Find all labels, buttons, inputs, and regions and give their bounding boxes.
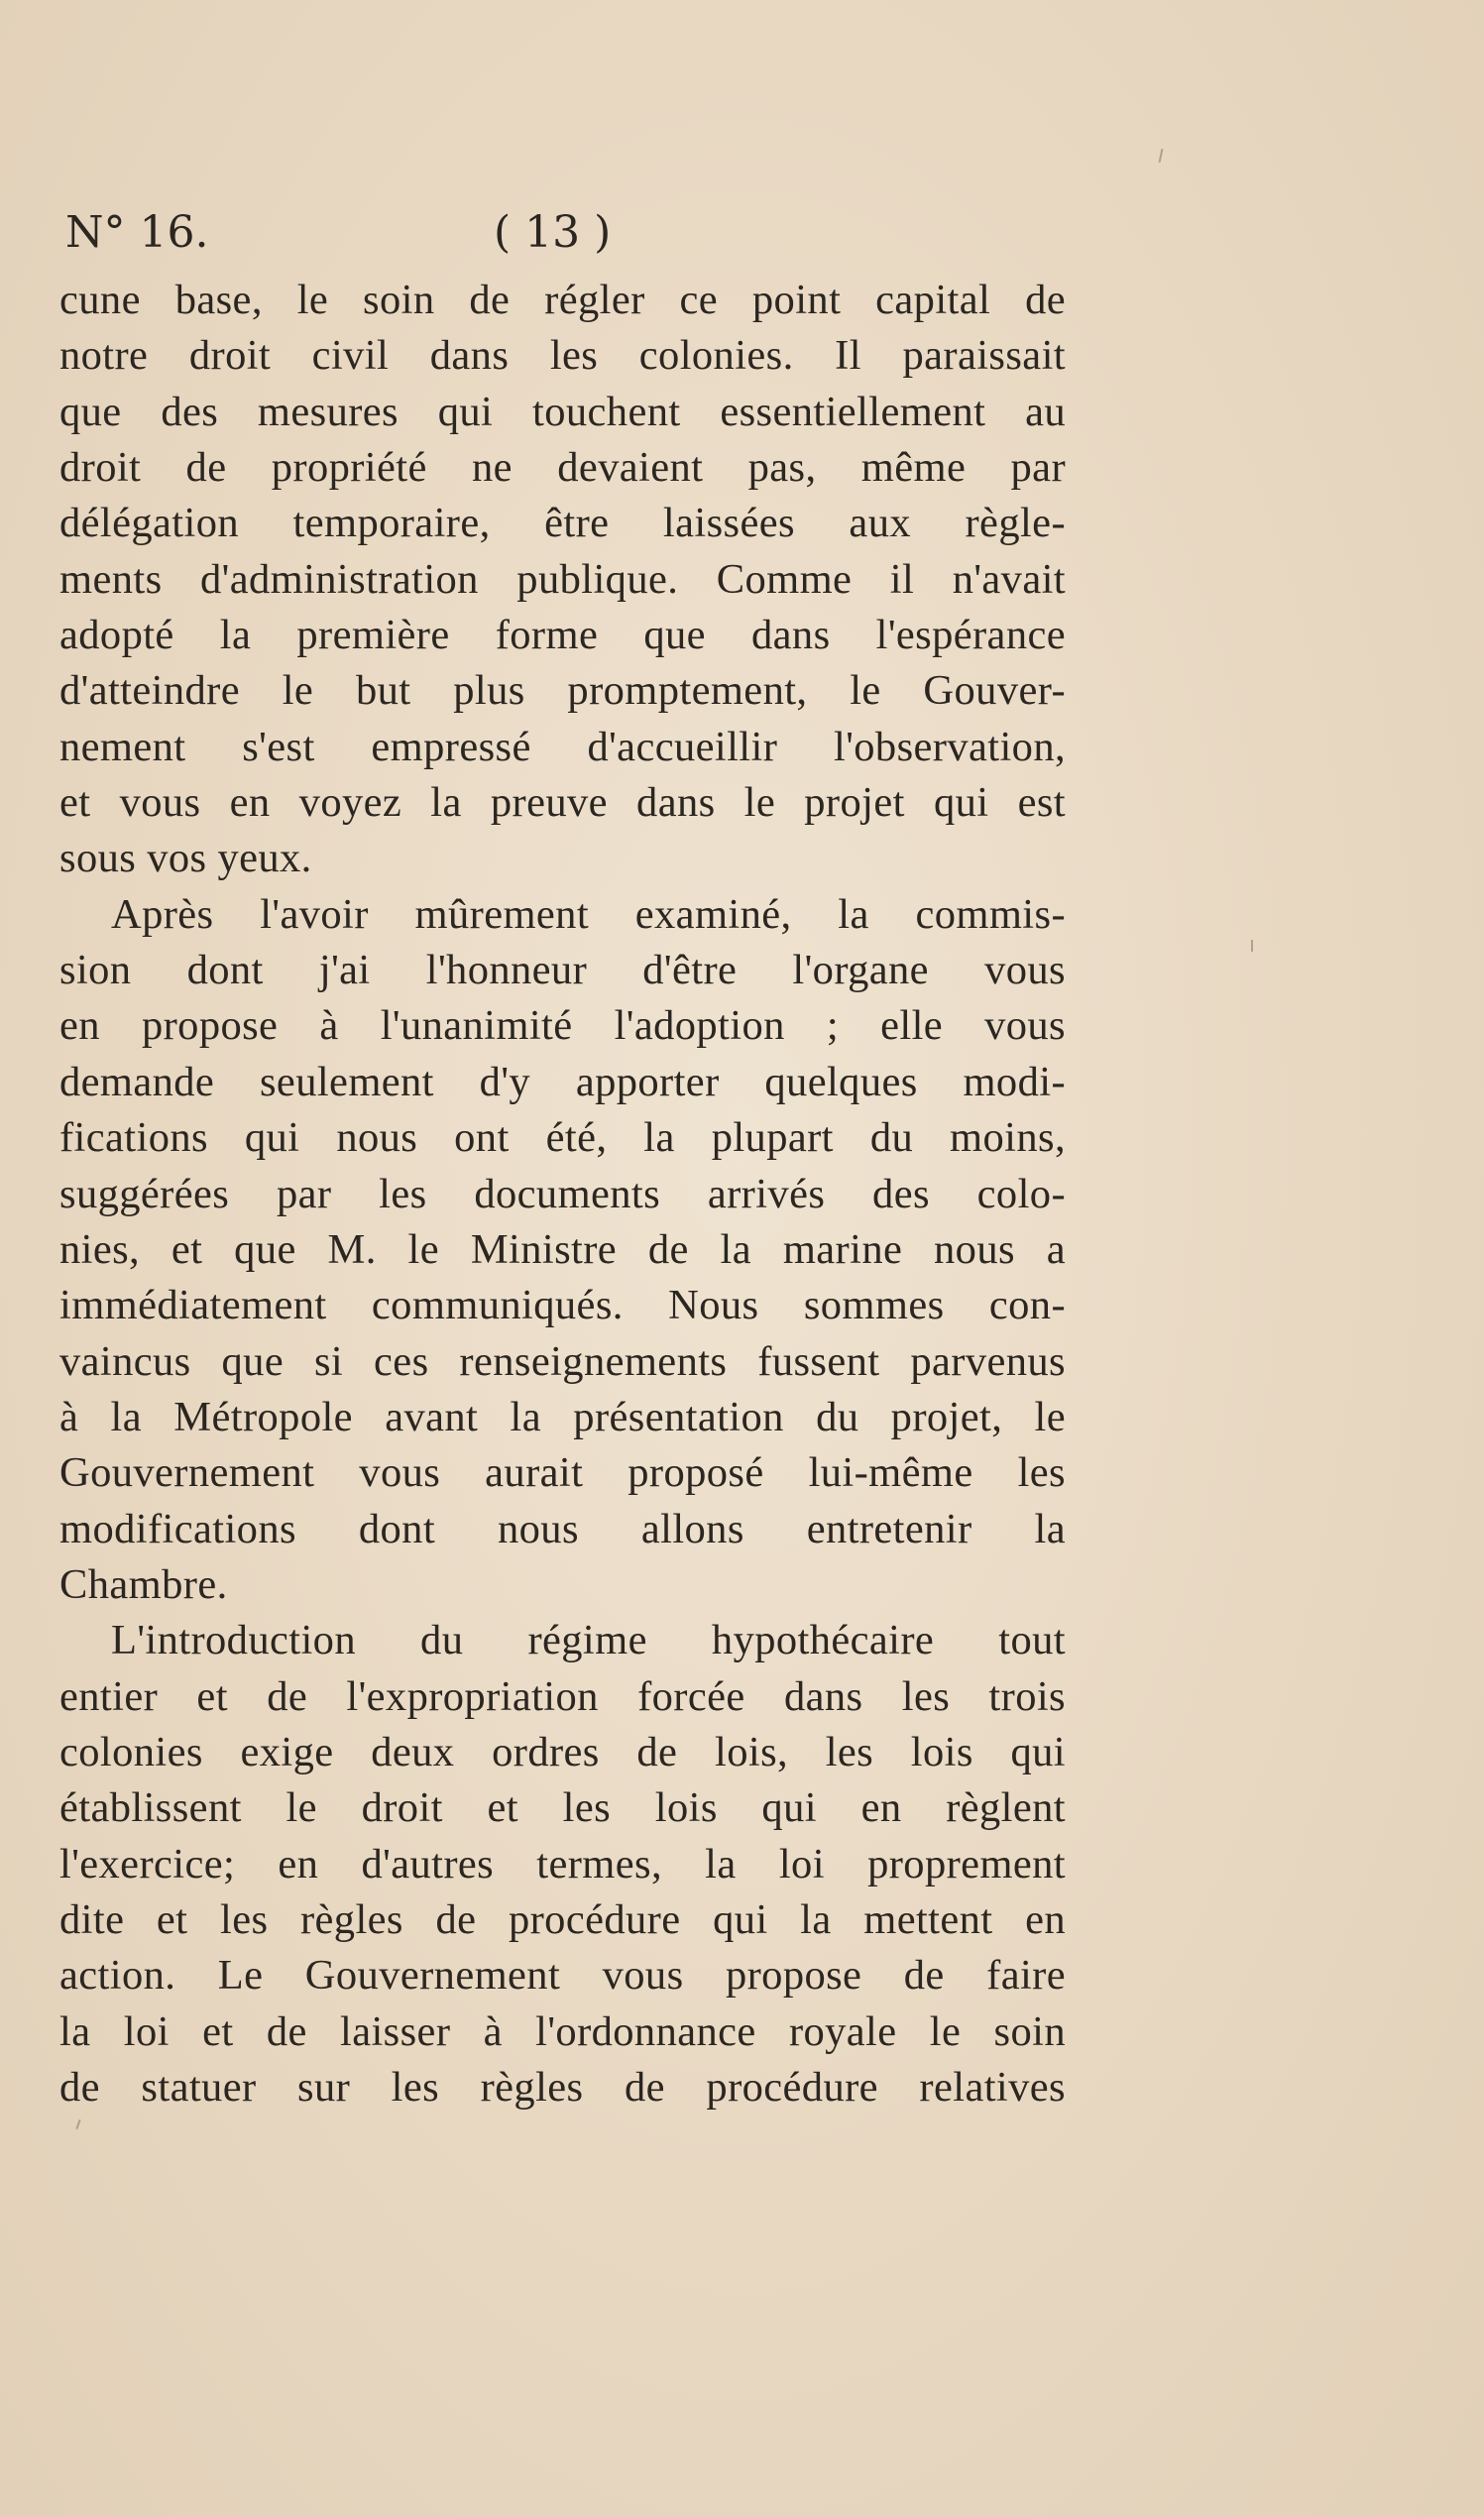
- text-line: action. Le Gouvernement vous propose de faire: [59, 1952, 1066, 2000]
- text-line: L'introduction du régime hypothécaire tout: [111, 1617, 1066, 1664]
- text-line: délégation temporaire, être laissées aux règle-: [59, 500, 1066, 547]
- page-header: [65, 198, 1057, 268]
- text-line: l'exercice; en d'autres termes, la loi proprement: [59, 1840, 1066, 1888]
- text-line: suggérées par les documents arrivés des colo-: [59, 1170, 1066, 1217]
- text-line: nement s'est empressé d'accueillir l'observation,: [59, 723, 1066, 770]
- paper-speck: [1159, 149, 1164, 163]
- paragraph-1: [59, 273, 1066, 887]
- text-line: adopté la première forme que dans l'espérance: [59, 612, 1066, 659]
- text-line: entier et de l'expropriation forcée dans les trois: [59, 1672, 1066, 1720]
- text-line: vaincus que si ces renseignements fussent parvenus: [59, 1337, 1066, 1385]
- text-line: fications qui nous ont été, la plupart du moins,: [59, 1114, 1066, 1162]
- text-line: de statuer sur les règles de procédure relatives: [59, 2064, 1066, 2111]
- text-line: en propose à l'unanimité l'adoption ; elle vous: [59, 1002, 1066, 1050]
- text-line: sous vos yeux.: [59, 835, 312, 882]
- text-line: immédiatement communiqués. Nous sommes con-: [59, 1282, 1066, 1329]
- text-line: que des mesures qui touchent essentiellement au: [59, 388, 1066, 435]
- paragraph-3: [59, 1613, 1066, 2116]
- page-number: ( 13 ): [494, 207, 612, 258]
- text-line: ments d'administration publique. Comme il n'avait: [59, 555, 1066, 603]
- text-line: notre droit civil dans les colonies. Il paraissait: [59, 332, 1066, 380]
- text-line: établissent le droit et les lois qui en règlent: [59, 1784, 1066, 1832]
- text-line: modifications dont nous allons entretenir la: [59, 1505, 1066, 1552]
- paper-speck: [75, 2119, 80, 2129]
- text-line: cune base, le soin de régler ce point capital de: [59, 277, 1066, 323]
- text-line: Chambre.: [59, 1560, 228, 1608]
- body-text: [59, 273, 1066, 2116]
- text-line: la loi et de laisser à l'ordonnance royale le soin: [59, 2007, 1066, 2055]
- text-line: et vous en voyez la preuve dans le projet qui est: [59, 779, 1066, 827]
- text-line: nies, et que M. le Ministre de la marine nous a: [59, 1225, 1066, 1273]
- text-line: sion dont j'ai l'honneur d'être l'organe vous: [59, 947, 1066, 994]
- text-line: dite et les règles de procédure qui la mettent en: [59, 1895, 1066, 1943]
- paragraph-2: [59, 887, 1066, 1613]
- text-line: droit de propriété ne devaient pas, même par: [59, 444, 1066, 492]
- paper-speck: [1251, 940, 1253, 952]
- text-line: demande seulement d'y apporter quelques modi-: [59, 1058, 1066, 1105]
- text-line: à la Métropole avant la présentation du projet, le: [59, 1393, 1066, 1440]
- text-line: Gouvernement vous aurait proposé lui-même les: [59, 1449, 1066, 1497]
- text-line: colonies exige deux ordres de lois, les lois qui: [59, 1728, 1066, 1775]
- text-line: Après l'avoir mûrement examiné, la commis-: [111, 890, 1066, 938]
- text-line: d'atteindre le but plus promptement, le Gouver-: [59, 667, 1066, 715]
- document-number: N° 16.: [65, 207, 209, 258]
